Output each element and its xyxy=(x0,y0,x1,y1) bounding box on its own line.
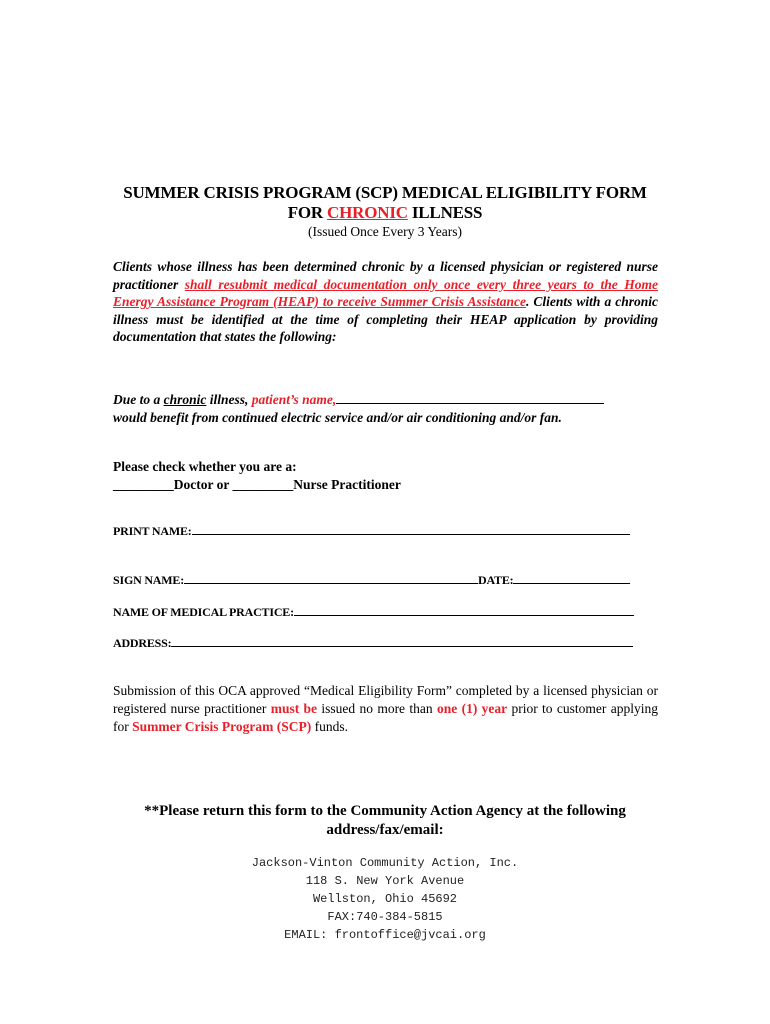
sign-name-line[interactable] xyxy=(184,573,478,584)
date-line[interactable] xyxy=(513,573,630,584)
address-line[interactable] xyxy=(171,636,633,647)
submission-part-4: funds. xyxy=(311,719,348,734)
sign-name-row xyxy=(113,573,630,588)
return-instructions xyxy=(100,802,670,840)
patient-name-label: patient’s name, xyxy=(251,392,337,407)
practice-line[interactable] xyxy=(294,605,634,616)
check-options xyxy=(113,476,401,494)
due-pre: Due to a xyxy=(113,392,164,407)
submission-part-3: prior to customer applying for xyxy=(113,701,658,734)
submission-part-1: Submission of this OCA approved “Medical Eligibility Form” completed by a licensed physician or registered nurse practitioner xyxy=(113,683,658,716)
intro-part-2: . Clients with a chronic illness must be identified at the time of completing their HEAP application by providing documentation that states the following: xyxy=(113,294,658,344)
sign-name-label: SIGN NAME: xyxy=(113,573,185,587)
agency-address xyxy=(150,854,620,944)
address-label: ADDRESS: xyxy=(113,636,172,650)
due-statement xyxy=(113,391,673,426)
form-title xyxy=(100,183,670,223)
intro-paragraph xyxy=(113,258,658,346)
title-illness: ILLNESS xyxy=(407,203,483,222)
check-section xyxy=(113,458,401,493)
doctor-blank[interactable]: _________ xyxy=(113,476,174,492)
nurse-blank[interactable]: _________ xyxy=(232,476,294,492)
patient-name-line[interactable] xyxy=(336,393,604,404)
print-name-row xyxy=(113,524,630,539)
practice-label: NAME OF MEDICAL PRACTICE: xyxy=(113,605,294,619)
due-line-1 xyxy=(113,391,673,409)
intro-part-1: Clients whose illness has been determined chronic by a licensed physician or registered nurse practitioner xyxy=(113,259,658,292)
agency-city: Wellston, Ohio 45692 xyxy=(312,892,458,906)
submission-paragraph xyxy=(113,682,658,736)
title-line-1: SUMMER CRISIS PROGRAM (SCP) MEDICAL ELIGIBILITY FORM xyxy=(123,183,647,202)
return-line-1: **Please return this form to the Community Action Agency at the following xyxy=(144,803,626,819)
agency-street: 118 S. New York Avenue xyxy=(305,874,465,888)
intro-red-text: shall resubmit medical documentation only once every three years to the Home Energy Assistance Program (HEAP) to receive Summer Crisis Assistance xyxy=(113,276,658,309)
date-label: DATE: xyxy=(478,573,514,587)
return-line-2: address/fax/email: xyxy=(326,822,444,838)
agency-name: Jackson-Vinton Community Action, Inc. xyxy=(251,856,519,870)
practice-row xyxy=(113,605,634,620)
due-mid: illness, xyxy=(206,392,252,407)
submission-must-be: must be xyxy=(270,701,318,716)
doctor-label: Doctor or xyxy=(173,476,233,492)
submission-scp: Summer Crisis Program (SCP) xyxy=(132,719,312,734)
submission-one-year: one (1) year xyxy=(436,701,508,716)
address-row xyxy=(113,636,633,651)
check-prompt: Please check whether you are a: xyxy=(113,459,297,474)
title-for: FOR xyxy=(287,203,328,222)
print-name-line[interactable] xyxy=(192,524,630,535)
title-chronic: CHRONIC xyxy=(327,203,408,222)
nurse-label: Nurse Practitioner xyxy=(293,476,401,492)
title-line-2 xyxy=(100,203,670,223)
issued-note: (Issued Once Every 3 Years) xyxy=(307,224,463,239)
agency-fax: FAX:740-384-5815 xyxy=(327,910,443,924)
agency-email: EMAIL: frontoffice@jvcai.org xyxy=(284,928,486,942)
due-chronic: chronic xyxy=(163,392,207,407)
print-name-label: PRINT NAME: xyxy=(113,524,192,538)
due-line-2: would benefit from continued electric service and/or air conditioning and/or fan. xyxy=(113,409,562,425)
submission-part-2: issued no more than xyxy=(317,701,437,716)
